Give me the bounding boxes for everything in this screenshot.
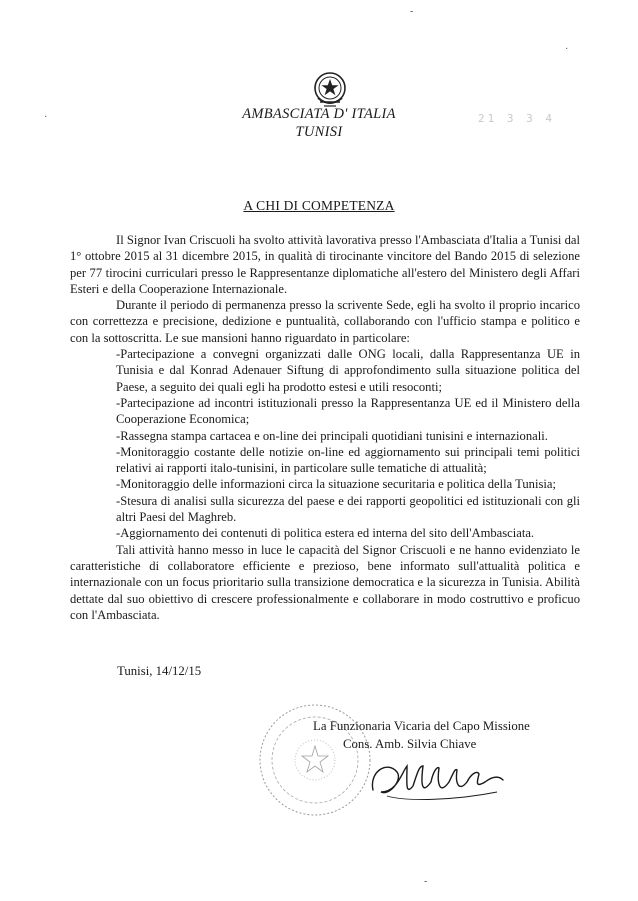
protocol-stamp-number: 21 3 3 4	[478, 112, 555, 125]
paragraph-duties: Durante il periodo di permanenza presso la scrivente Sede, egli ha svolto il proprio incarico con correttezza e precisione, dedizione e puntualità, collaborando con l'ufficio stampa e politico e con la sottoscritta. Le sue mansioni hanno riguardato in particolare:	[70, 298, 580, 345]
scan-dash-mark: -	[410, 6, 414, 17]
paragraph-closing: Tali attività hanno messo in luce le capacità del Signor Criscuoli e ne hanno evidenziato le caratteristiche di collaboratore efficiente e prezioso, bene informato sull'attualità politica e internazionale con un focus prioritario sulla transizione democratica e la sicurezza in Tunisia. Abilità dettate dal suo obiettivo di crescere professionalmente e collaborare in modo costruttivo e proficuo con l'Ambasciata.	[70, 542, 580, 622]
letter-subject: A CHI DI COMPETENZA	[243, 198, 395, 213]
duty-item: -Rassegna stampa cartacea e on-line dei principali quotidiani tunisini e internazionali.	[116, 428, 548, 443]
signature-block	[255, 700, 585, 830]
duty-item: -Monitoraggio costante delle notizie on-line ed aggiornamento sui principali temi politici relativi ai rapporti italo-tunisini, in particolare sulle tematiche di attualità;	[116, 444, 580, 476]
duty-item: -Stesura di analisi sulla sicurezza del paese e dei rapporti geopolitici ed istituzionali con gli altri Paesi del Maghreb.	[116, 493, 580, 525]
embassy-seal-stamp	[255, 700, 375, 820]
embassy-name: AMBASCIATA D' ITALIA	[242, 106, 396, 122]
paragraph-intro: Il Signor Ivan Criscuoli ha svolto attività lavorativa presso l'Ambasciata d'Italia a Tunisi dal 1° ottobre 2015 al 31 dicembre 2015, in qualità di tirocinante vincitore del Bando 2015 di selezione per 77 tirocini curriculari presso le Rappresentanze diplomatiche all'estero del Ministero degli Affari Esteri e della Cooperazione Internazionale.	[70, 233, 580, 296]
italian-republic-emblem	[312, 70, 348, 110]
scan-dot-mark: ·	[565, 44, 569, 55]
duty-item: -Aggiornamento dei contenuti di politica estera ed interna del sito dell'Ambasciata.	[116, 526, 535, 541]
embassy-city: TUNISI	[295, 124, 343, 140]
duty-item: -Partecipazione ad incontri istituzionali presso la Rappresentanza UE ed il Ministero della Cooperazione Economica;	[116, 395, 580, 427]
duty-item: -Monitoraggio delle informazioni circa la situazione securitaria e politica della Tunisia;	[116, 477, 556, 492]
handwritten-signature	[367, 752, 507, 812]
signatory-title: La Funzionaria Vicaria del Capo Missione	[313, 719, 530, 733]
scan-dash-mark: -	[424, 876, 428, 887]
scan-dot-mark: ·	[44, 112, 48, 123]
letter-body	[70, 232, 580, 623]
signatory-name: Cons. Amb. Silvia Chiave	[343, 737, 477, 751]
duty-item: -Partecipazione a convegni organizzati dalle ONG locali, dalla Rappresentanza UE in Tunisia e dal Konrad Adenauer Siftung di approfondimento sulla situazione politica del Paese, a seguito dei quali egli ha prodotto estesi e utili resoconti;	[116, 347, 580, 394]
letter-date: Tunisi, 14/12/15	[117, 664, 202, 678]
